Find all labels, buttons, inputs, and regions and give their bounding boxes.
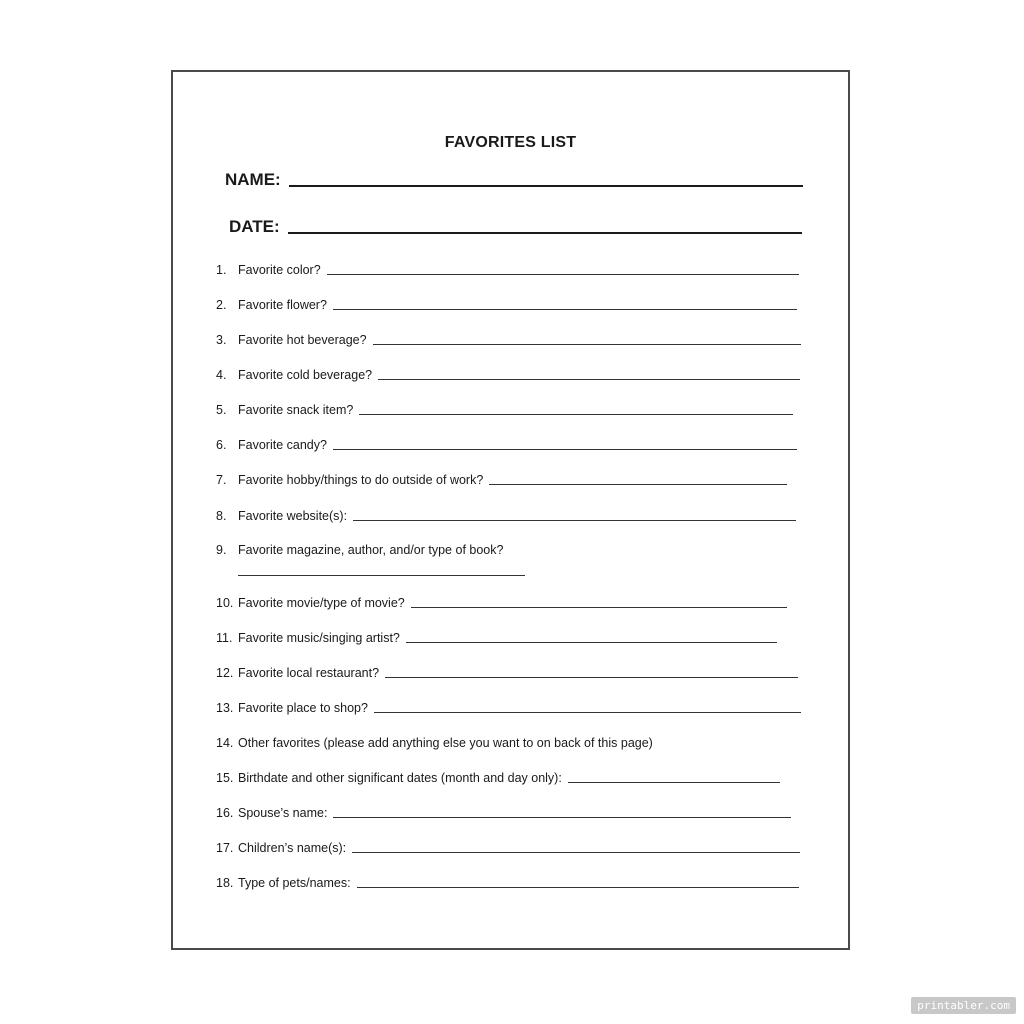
question-number: 9. [216, 543, 227, 557]
answer-line[interactable] [385, 676, 798, 678]
question-text: Favorite place to shop? [238, 701, 368, 715]
question-text: Favorite website(s): [238, 509, 348, 523]
question-10 [216, 596, 787, 610]
question-text: Favorite magazine, author, and/or type of book? [238, 543, 504, 557]
answer-line[interactable] [378, 378, 800, 380]
question-number: 4. [216, 368, 227, 382]
question-number: 13. [216, 701, 234, 715]
answer-line-9[interactable] [238, 574, 525, 576]
question-6 [216, 438, 797, 452]
question-text: Favorite color? [238, 263, 321, 277]
answer-line[interactable] [333, 308, 797, 310]
answer-line[interactable] [359, 413, 793, 415]
question-5 [216, 403, 793, 417]
question-text: Favorite music/singing artist? [238, 631, 400, 645]
question-number: 1. [216, 263, 227, 277]
question-text: Favorite flower? [238, 298, 327, 312]
answer-line[interactable] [333, 448, 797, 450]
question-8 [216, 509, 796, 523]
question-text: Favorite cold beverage? [238, 368, 373, 382]
question-text: Favorite candy? [238, 438, 327, 452]
answer-line[interactable] [352, 851, 800, 853]
watermark-badge: printabler.com [911, 997, 1016, 1014]
answer-line[interactable] [406, 641, 777, 643]
name-label: NAME: [225, 170, 281, 189]
question-number: 15. [216, 771, 234, 785]
question-text: Other favorites (please add anything else you want to on back of this page) [238, 736, 653, 750]
question-text: Favorite hobby/things to do outside of work? [238, 473, 484, 487]
question-number: 14. [216, 736, 234, 750]
date-blank-line[interactable] [288, 231, 802, 234]
answer-line[interactable] [568, 781, 780, 783]
question-text: Favorite hot beverage? [238, 333, 367, 347]
question-16 [216, 806, 791, 820]
question-number: 16. [216, 806, 234, 820]
question-number: 18. [216, 876, 234, 890]
question-3 [216, 333, 801, 347]
form-sheet [171, 70, 850, 950]
question-2 [216, 298, 797, 312]
date-label: DATE: [229, 217, 280, 236]
form-title: FAVORITES LIST [444, 134, 577, 151]
question-text: Children’s name(s): [238, 841, 347, 855]
question-text: Type of pets/names: [238, 876, 351, 890]
answer-line[interactable] [374, 711, 801, 713]
question-14 [216, 736, 659, 750]
answer-line[interactable] [333, 816, 791, 818]
date-field[interactable] [229, 217, 802, 237]
question-number: 5. [216, 403, 227, 417]
question-text: Birthdate and other significant dates (month and day only): [238, 771, 562, 785]
question-11 [216, 631, 777, 645]
question-number: 2. [216, 298, 227, 312]
question-9 [216, 543, 509, 557]
question-18 [216, 876, 799, 890]
question-13 [216, 701, 801, 715]
question-number: 17. [216, 841, 234, 855]
question-text: Favorite local restaurant? [238, 666, 380, 680]
question-text: Spouse’s name: [238, 806, 328, 820]
answer-line[interactable] [489, 483, 787, 485]
answer-line[interactable] [357, 886, 799, 888]
name-blank-line[interactable] [289, 184, 803, 187]
question-4 [216, 368, 800, 382]
name-field[interactable] [225, 170, 803, 190]
question-15 [216, 771, 780, 785]
answer-line[interactable] [353, 519, 796, 521]
question-number: 6. [216, 438, 227, 452]
answer-line[interactable] [373, 343, 801, 345]
question-7 [216, 473, 787, 487]
question-17 [216, 841, 800, 855]
question-number: 10. [216, 596, 234, 610]
answer-line[interactable] [411, 606, 787, 608]
question-text: Favorite movie/type of movie? [238, 596, 405, 610]
answer-line[interactable] [327, 273, 799, 275]
question-number: 3. [216, 333, 227, 347]
question-12 [216, 666, 798, 680]
question-number: 7. [216, 473, 227, 487]
question-number: 8. [216, 509, 227, 523]
question-number: 12. [216, 666, 234, 680]
question-number: 11. [216, 631, 233, 645]
question-text: Favorite snack item? [238, 403, 354, 417]
question-1 [216, 263, 799, 277]
